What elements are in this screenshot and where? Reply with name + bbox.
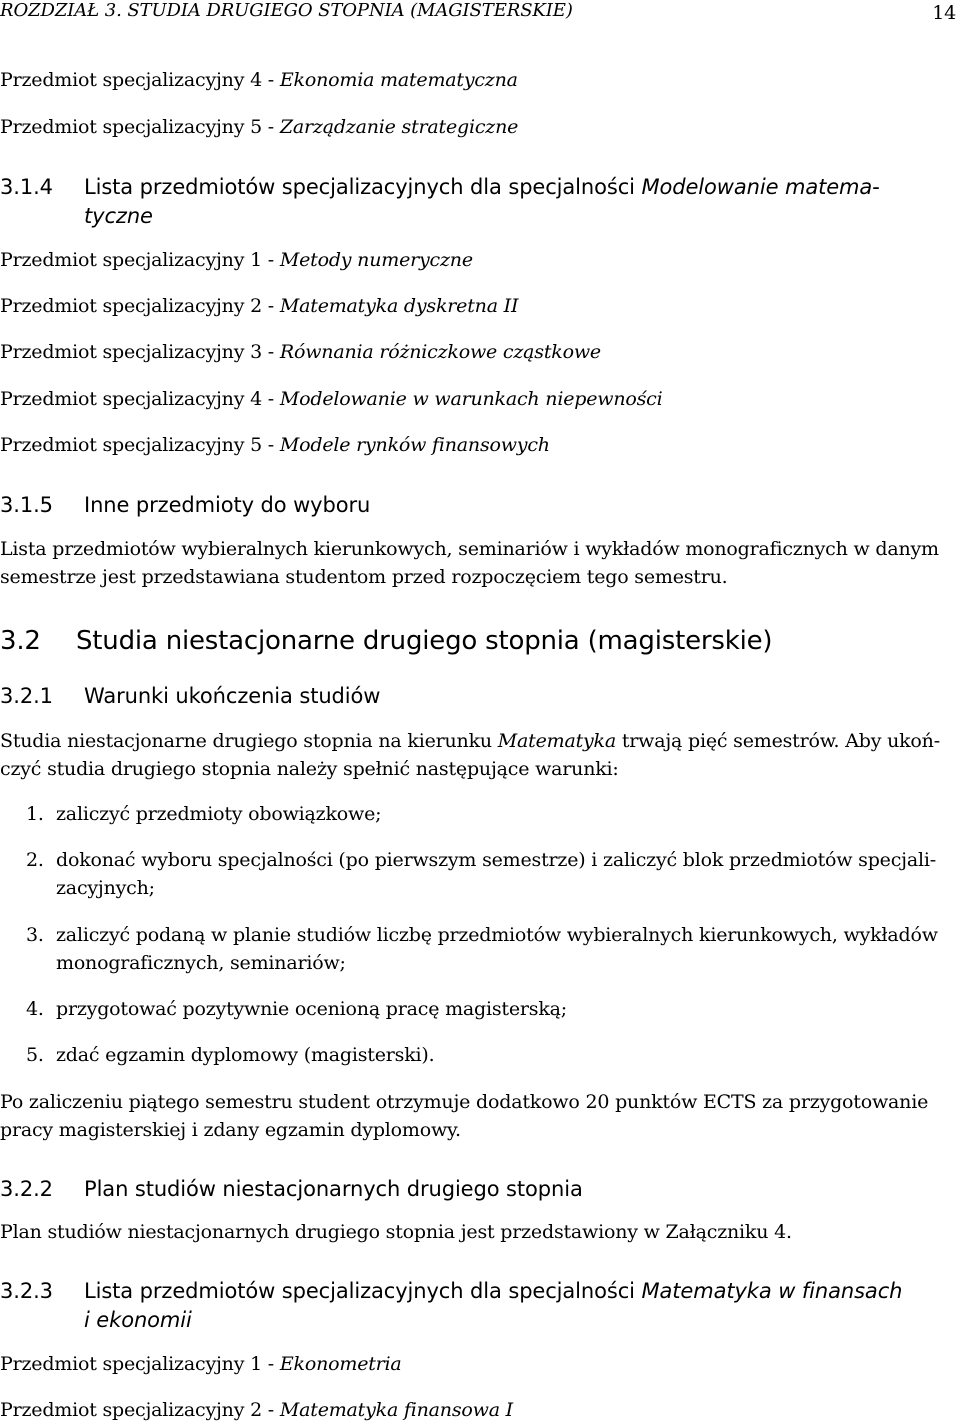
section-title: Studia niestacjonarne drugiego stopnia (magisterskie) xyxy=(76,626,773,656)
subsection-title: Inne przedmioty do wyboru xyxy=(84,493,371,517)
subject-line xyxy=(0,245,473,275)
subsection-number: 3.1.5 xyxy=(0,493,53,517)
subsection-number: 3.2.2 xyxy=(0,1177,53,1201)
subsection-heading-3-1-4 xyxy=(0,172,880,202)
subsection-heading-3-2-2 xyxy=(0,1174,583,1204)
subject-prefix: Przedmiot specjalizacyjny 5 - xyxy=(0,434,280,456)
subject-prefix: Przedmiot specjalizacyjny 4 - xyxy=(0,388,280,410)
subject-line xyxy=(0,291,518,321)
subject-name: Ekonometria xyxy=(279,1353,402,1375)
section-heading-3-2 xyxy=(0,626,772,656)
subject-line xyxy=(0,65,518,95)
paragraph-line: Plan studiów niestacjonarnych drugiego stopnia jest przedstawiony w Załączniku 4. xyxy=(0,1221,792,1243)
subject-prefix: Przedmiot specjalizacyjny 2 - xyxy=(0,295,280,317)
subject-line xyxy=(0,1349,402,1379)
subsection-number: 3.1.4 xyxy=(0,175,53,199)
subject-line xyxy=(0,112,518,142)
subsection-title: Lista przedmiotów specjalizacyjnych dla specjalności xyxy=(84,1279,642,1303)
list-number: 1. xyxy=(26,803,44,825)
subject-name: Modelowanie w warunkach niepewności xyxy=(279,388,663,410)
list-text: dokonać wyboru specjalności (po pierwszym semestrze) i zaliczyć blok przedmiotów specjali- xyxy=(56,849,936,871)
list-number: 5. xyxy=(26,1044,44,1066)
subsection-number: 3.2.1 xyxy=(0,684,53,708)
subject-line xyxy=(0,1395,513,1425)
text-emphasis: Matematyka xyxy=(497,730,616,752)
paragraph-line: pracy magisterskiej i zdany egzamin dyplomowy. xyxy=(0,1119,461,1141)
list-number: 4. xyxy=(26,998,44,1020)
list-text: zaliczyć przedmioty obowiązkowe; xyxy=(56,803,382,825)
list-text: zacyjnych; xyxy=(56,877,155,899)
paragraph-line: czyć studia drugiego stopnia należy spełnić następujące warunki: xyxy=(0,758,619,780)
subject-prefix: Przedmiot specjalizacyjny 4 - xyxy=(0,69,280,91)
text-run: Studia niestacjonarne drugiego stopnia na kierunku xyxy=(0,730,498,752)
subject-name: Matematyka dyskretna II xyxy=(279,295,519,317)
subject-prefix: Przedmiot specjalizacyjny 1 - xyxy=(0,249,280,271)
list-text: zaliczyć podaną w planie studiów liczbę przedmiotów wybieralnych kierunkowych, wykładów xyxy=(56,924,938,946)
list-number: 3. xyxy=(26,924,44,946)
list-text: przygotować pozytywnie ocenioną pracę magisterską; xyxy=(56,998,567,1020)
subsection-title-emphasis: Modelowanie matema- xyxy=(641,175,880,199)
subsection-heading-3-1-5 xyxy=(0,490,370,520)
list-number: 2. xyxy=(26,849,44,871)
subsection-title-emphasis: Matematyka w finansach xyxy=(641,1279,903,1303)
text-run: trwają pięć semestrów. Aby ukoń- xyxy=(615,730,940,752)
subsection-number: 3.2.3 xyxy=(0,1279,53,1303)
subject-prefix: Przedmiot specjalizacyjny 5 - xyxy=(0,116,280,138)
subsection-heading-3-2-1 xyxy=(0,681,380,711)
subject-name: Modele rynków finansowych xyxy=(279,434,550,456)
subsection-heading-3-2-3 xyxy=(0,1276,902,1306)
running-header xyxy=(0,0,573,26)
subject-prefix: Przedmiot specjalizacyjny 3 - xyxy=(0,341,280,363)
subsection-title-continuation: tyczne xyxy=(84,204,153,228)
subject-line xyxy=(0,337,601,367)
subject-line xyxy=(0,430,550,460)
list-text: zdać egzamin dyplomowy (magisterski). xyxy=(56,1044,435,1066)
list-text: monograficznych, seminariów; xyxy=(56,952,346,974)
subject-prefix: Przedmiot specjalizacyjny 1 - xyxy=(0,1353,280,1375)
subject-prefix: Przedmiot specjalizacyjny 2 - xyxy=(0,1399,280,1421)
paragraph-line: semestrze jest przedstawiana studentom przed rozpoczęciem tego semestru. xyxy=(0,566,728,588)
subsection-title: Warunki ukończenia studiów xyxy=(84,684,381,708)
paragraph-line: Lista przedmiotów wybieralnych kierunkowych, seminariów i wykładów monograficznych w danym xyxy=(0,538,939,560)
subsection-title: Plan studiów niestacjonarnych drugiego stopnia xyxy=(84,1177,583,1201)
page-number: 14 xyxy=(932,2,956,24)
section-number: 3.2 xyxy=(0,626,41,656)
subject-line xyxy=(0,384,662,414)
running-title: ROZDZIAŁ 3. STUDIA DRUGIEGO STOPNIA (MAGISTERSKIE) xyxy=(0,0,573,21)
subsection-title-continuation: i ekonomii xyxy=(84,1308,192,1332)
subject-name: Ekonomia matematyczna xyxy=(279,69,518,91)
subject-name: Równania różniczkowe cząstkowe xyxy=(279,341,601,363)
subsection-title: Lista przedmiotów specjalizacyjnych dla specjalności xyxy=(84,175,642,199)
subject-name: Zarządzanie strategiczne xyxy=(279,116,519,138)
paragraph-line: Po zaliczeniu piątego semestru student otrzymuje dodatkowo 20 punktów ECTS za przygotowanie xyxy=(0,1091,929,1113)
subject-name: Matematyka finansowa I xyxy=(279,1399,513,1421)
paragraph-line xyxy=(0,726,940,756)
subject-name: Metody numeryczne xyxy=(279,249,473,271)
